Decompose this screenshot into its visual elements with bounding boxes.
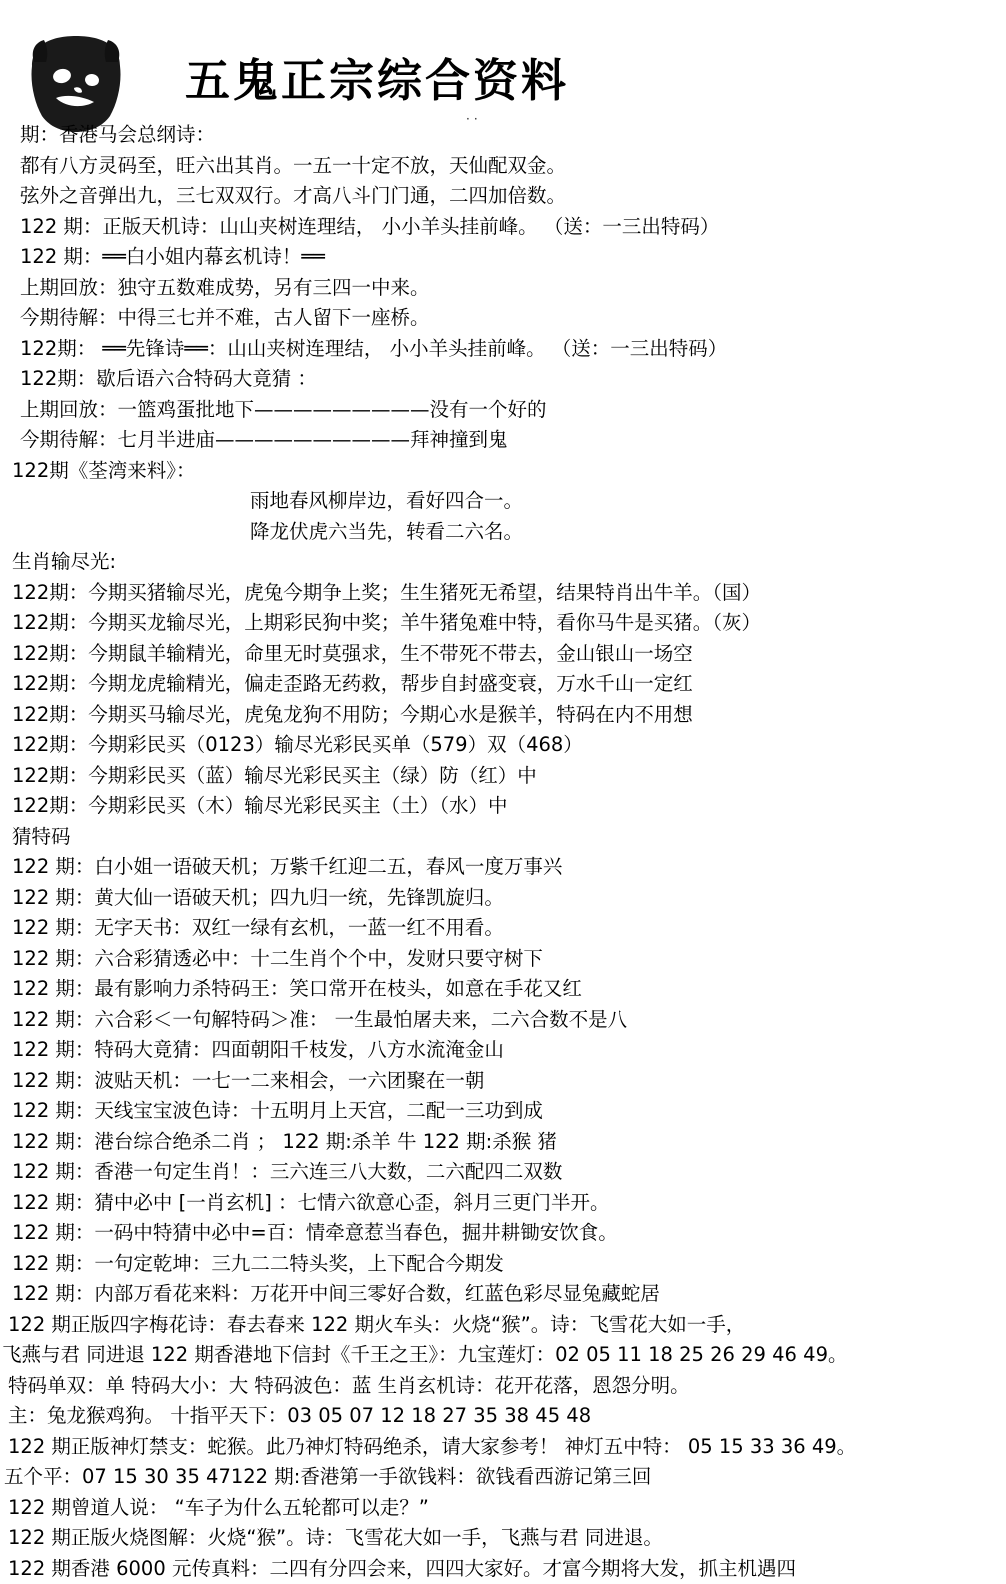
- text-line: 都有八方灵码至，旺六出其肖。一五一十定不放，天仙配双金。: [20, 151, 992, 182]
- text-line: 122 期：一句定乾坤：三九二二特头奖，上下配合今期发: [12, 1249, 992, 1280]
- text-line: 122期：今期彩民买（木）输尽光彩民买主（土）（水）中: [12, 791, 992, 822]
- text-line: 122期：今期买猪输尽光，虎兔今期争上奖；生生猪死无希望，结果特肖出牛羊。（国）: [12, 578, 992, 609]
- text-line: 猜特码: [12, 822, 992, 853]
- text-line: 主：兔龙猴鸡狗。 十指平天下：03 05 07 12 18 27 35 38 45 48: [8, 1401, 992, 1432]
- text-line: 122 期：特码大竟猜：四面朝阳千枝发，八方水流淹金山: [12, 1035, 992, 1066]
- text-line: 122期：今期鼠羊输精光，命里无时莫强求，生不带死不带去，金山银山一场空: [12, 639, 992, 670]
- page-title: 五鬼正宗综合资料: [185, 44, 569, 109]
- text-line: 122 期：天线宝宝波色诗：十五明月上天宫，二配一三功到成: [12, 1096, 992, 1127]
- text-line: 飞燕与君 同进退 122 期香港地下信封《千王之王》：九宝莲灯：02 05 11 18 25 26 29 46 49。: [2, 1340, 992, 1371]
- text-line: 122 期：内部万看花来料：万花开中间三零好合数，红蓝色彩尽显兔藏蛇居: [12, 1279, 992, 1310]
- text-line: 弦外之音弹出九，三七双双行。才高八斗门门通，二四加倍数。: [20, 181, 992, 212]
- text-line: 122 期：白小姐一语破天机；万紫千红迎二五，春风一度万事兴: [12, 852, 992, 883]
- text-line: 122期《荃湾来料》：: [12, 456, 992, 487]
- text-line: 雨地春风柳岸边，看好四合一。: [250, 486, 992, 517]
- text-line: 特码单双：单 特码大小：大 特码波色：蓝 生肖玄机诗：花开花落，恩怨分明。: [8, 1371, 992, 1402]
- text-line: 122 期：══白小姐内幕玄机诗！══: [20, 242, 992, 273]
- text-line: 122 期香港 6000 元传真料：二四有分四会来，四四大家好。才富今期将大发，抓主机遇四: [8, 1554, 992, 1584]
- text-line: 122 期正版火烧图解：火烧“猴”。诗：飞雪花大如一手，飞燕与君 同进退。: [8, 1523, 992, 1554]
- text-line: 122 期：一码中特猜中必中=百：情牵意惹当春色，掘井耕锄安饮食。: [12, 1218, 992, 1249]
- text-line: 122期：今期买马输尽光，虎兔龙狗不用防；今期心水是猴羊，特码在内不用想: [12, 700, 992, 731]
- text-line: 122 期：无字天书：双红一绿有玄机，一蓝一红不用看。: [12, 913, 992, 944]
- header-dots: ··: [466, 112, 482, 126]
- text-line: 122期： ══先锋诗══：山山夹树连理结， 小小羊头挂前峰。 （送：一三出特码）: [20, 334, 992, 365]
- text-line: 上期回放：独守五数难成势，另有三四一中来。: [20, 273, 992, 304]
- text-line: 122 期：黄大仙一语破天机；四九归一统，先锋凯旋归。: [12, 883, 992, 914]
- ghost-mask-logo: [22, 36, 130, 132]
- text-line: 122 期：六合彩猜透必中：十二生肖个个中，发财只要守树下: [12, 944, 992, 975]
- text-line: 122 期：猜中必中 [一肖玄机] ：七情六欲意心歪，斜月三更门半开。: [12, 1188, 992, 1219]
- text-line: 122期：今期买龙输尽光，上期彩民狗中奖；羊牛猪兔难中特，看你马牛是买猪。（灰）: [12, 608, 992, 639]
- text-line: 降龙伏虎六当先，转看二六名。: [250, 517, 992, 548]
- text-line: 上期回放：一篮鸡蛋批地下—————————没有一个好的: [20, 395, 992, 426]
- text-line: 122 期正版神灯禁支：蛇猴。此乃神灯特码绝杀，请大家参考！ 神灯五中特： 05 15 33 36 49。: [8, 1432, 992, 1463]
- text-line: 122 期：香港一句定生肖！：三六连三八大数，二六配四二双数: [12, 1157, 992, 1188]
- text-line: 生肖输尽光:: [12, 547, 992, 578]
- text-line: 五个平：07 15 30 35 47122 期:香港第一手欲钱料：欲钱看西游记第三回: [4, 1462, 992, 1493]
- text-line: 122 期：最有影响力杀特码王：笑口常开在枝头，如意在手花又红: [12, 974, 992, 1005]
- text-line: 122期：今期龙虎输精光，偏走歪路无药救，帮步自封盛变衰，万水千山一定红: [12, 669, 992, 700]
- text-line: 122 期：正版天机诗：山山夹树连理结， 小小羊头挂前峰。 （送：一三出特码）: [20, 212, 992, 243]
- text-line: 122 期：六合彩＜一句解特码＞准： 一生最怕屠夫来，二六合数不是八: [12, 1005, 992, 1036]
- text-line: 122 期曾道人说： “车子为什么五轮都可以走？”: [8, 1493, 992, 1524]
- text-line: 期：香港马会总纲诗：: [20, 120, 992, 151]
- text-line: 122 期：波贴天机：一七一二来相会，一六团聚在一朝: [12, 1066, 992, 1097]
- text-line: 122期：歇后语六合特码大竟猜 ：: [20, 364, 992, 395]
- text-line: 122 期：港台综合绝杀二肖 ； 122 期:杀羊 牛 122 期:杀猴 猪: [12, 1127, 992, 1158]
- document-header: [0, 0, 1006, 120]
- text-line: 122 期正版四字梅花诗：春去春来 122 期火车头：火烧“猴”。诗：飞雪花大如一手，: [8, 1310, 992, 1341]
- text-line: 今期待解：七月半进庙——————————拜神撞到鬼: [20, 425, 992, 456]
- document-body: [0, 120, 1006, 1584]
- text-line: 今期待解：中得三七并不难，古人留下一座桥。: [20, 303, 992, 334]
- text-line: 122期：今期彩民买（0123）输尽光彩民买单（579）双（468）: [12, 730, 992, 761]
- text-line: 122期：今期彩民买（蓝）输尽光彩民买主（绿）防（红）中: [12, 761, 992, 792]
